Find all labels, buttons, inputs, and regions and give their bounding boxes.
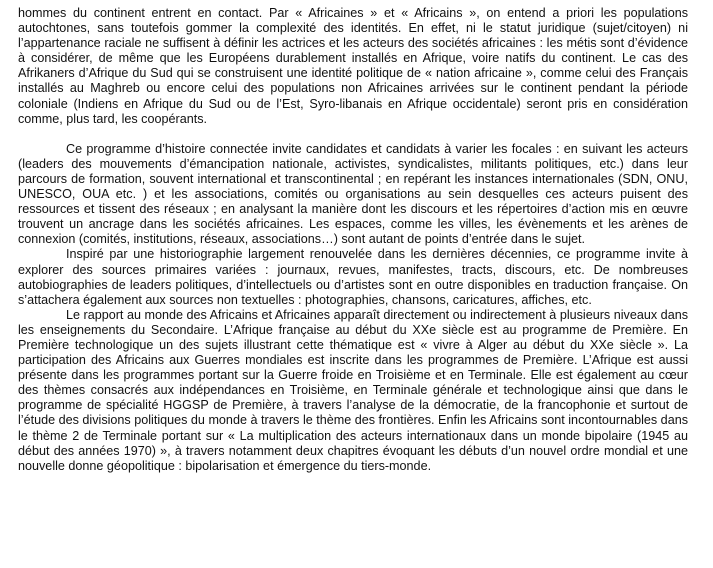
paragraph-identities: hommes du continent entrent en contact. Par « Africaines » et « Africains », on entend a priori les populations autochtones, sans toutefois gommer la complexité des identités. En effet, ni le statut juridique (sujet/citoyen) ni l’appartenance raciale ne suffisent à définir les actrices et les acteurs des sociétés africaines : les métis sont d’évidence à considérer, de même que les Européens durablement installés en Afrique, voire natifs du continent. Le cas des Afrikaners d’Afrique du Sud qui se construisent une identité politique de « nation africaine », comme celui des Français installés au Maghreb ou encore celui des populations non Africaines arrivées sur le continent pendant la période coloniale (Indiens en Afrique du Sud ou de l’Est, Syro-libanais en Afrique occidentale) seront pris en considération comme, plus tard, les coopérants. bbox=[18, 6, 688, 126]
paragraph-secondary-curriculum: Le rapport au monde des Africains et Africaines apparaît directement ou indirectement à plusieurs niveaux dans les enseignements du Secondaire. L’Afrique française au début du XXe siècle est au programme de Première. En Première technologique un des sujets illustrant cette thématique est « vivre à Alger au début du XXe siècle ». La participation des Africains aux Guerres mondiales est inscrite dans les programmes de Première. L’Afrique est aussi présente dans les programmes portant sur la Guerre froide en Troisième et en Terminale. Elle est également au cœur des thèmes consacrés aux indépendances en Troisième, en Terminale générale et technologique ainsi que dans le programme de spécialité HGGSP de Première, à travers l’analyse de la démocratie, de la francophonie et surtout de l’étude des divisions politiques du monde à travers le thème des frontières. Enfin les Africains sont incontournables dans le thème 2 de Terminale portant sur « La multiplication des acteurs internationaux dans un monde bipolaire (1945 au début des années 1970) », à travers notamment deux chapitres évoquant les débuts d’un nouvel ordre mondial et une nouvelle donne géopolitique : bipolarisation et émergence du tiers-monde. bbox=[18, 307, 688, 473]
paragraph-primary-sources: Inspiré par une historiographie largement renouvelée dans les dernières décennies, ce programme invite à explorer des sources primaires variées : journaux, revues, manifestes, tracts, discours, etc. De nombreuses autobiographies de leaders politiques, d’intellectuels ou d’artistes sont en outre disponibles en traduction française. On s’attachera également aux sources non textuelles : photographies, chansons, caricatures, affiches, etc. bbox=[18, 247, 688, 307]
document-page bbox=[18, 6, 688, 474]
paragraph-spacer bbox=[18, 127, 688, 142]
paragraph-connected-history: Ce programme d’histoire connectée invite candidates et candidats à varier les focales : en suivant les acteurs (leaders des mouvements d’émancipation nationale, activistes, syndicalistes, militants politiques, etc.) dans leur parcours de formation, souvent international et transcontinental ; en repérant les instances internationales (SDN, ONU, UNESCO, OUA etc. ) et les associations, comités ou organisations au sein desquelles ces acteurs puisent des ressources et tissent des réseaux ; en analysant la manière dont les discours et les répertoires d’action mis en œuvre trouvent un ancrage dans les sociétés africaines. Les espaces, comme les villes, les évènements et les arènes de connexion (comités, institutions, réseaux, associations…) sont autant de points d’entrée dans le sujet. bbox=[18, 141, 688, 247]
